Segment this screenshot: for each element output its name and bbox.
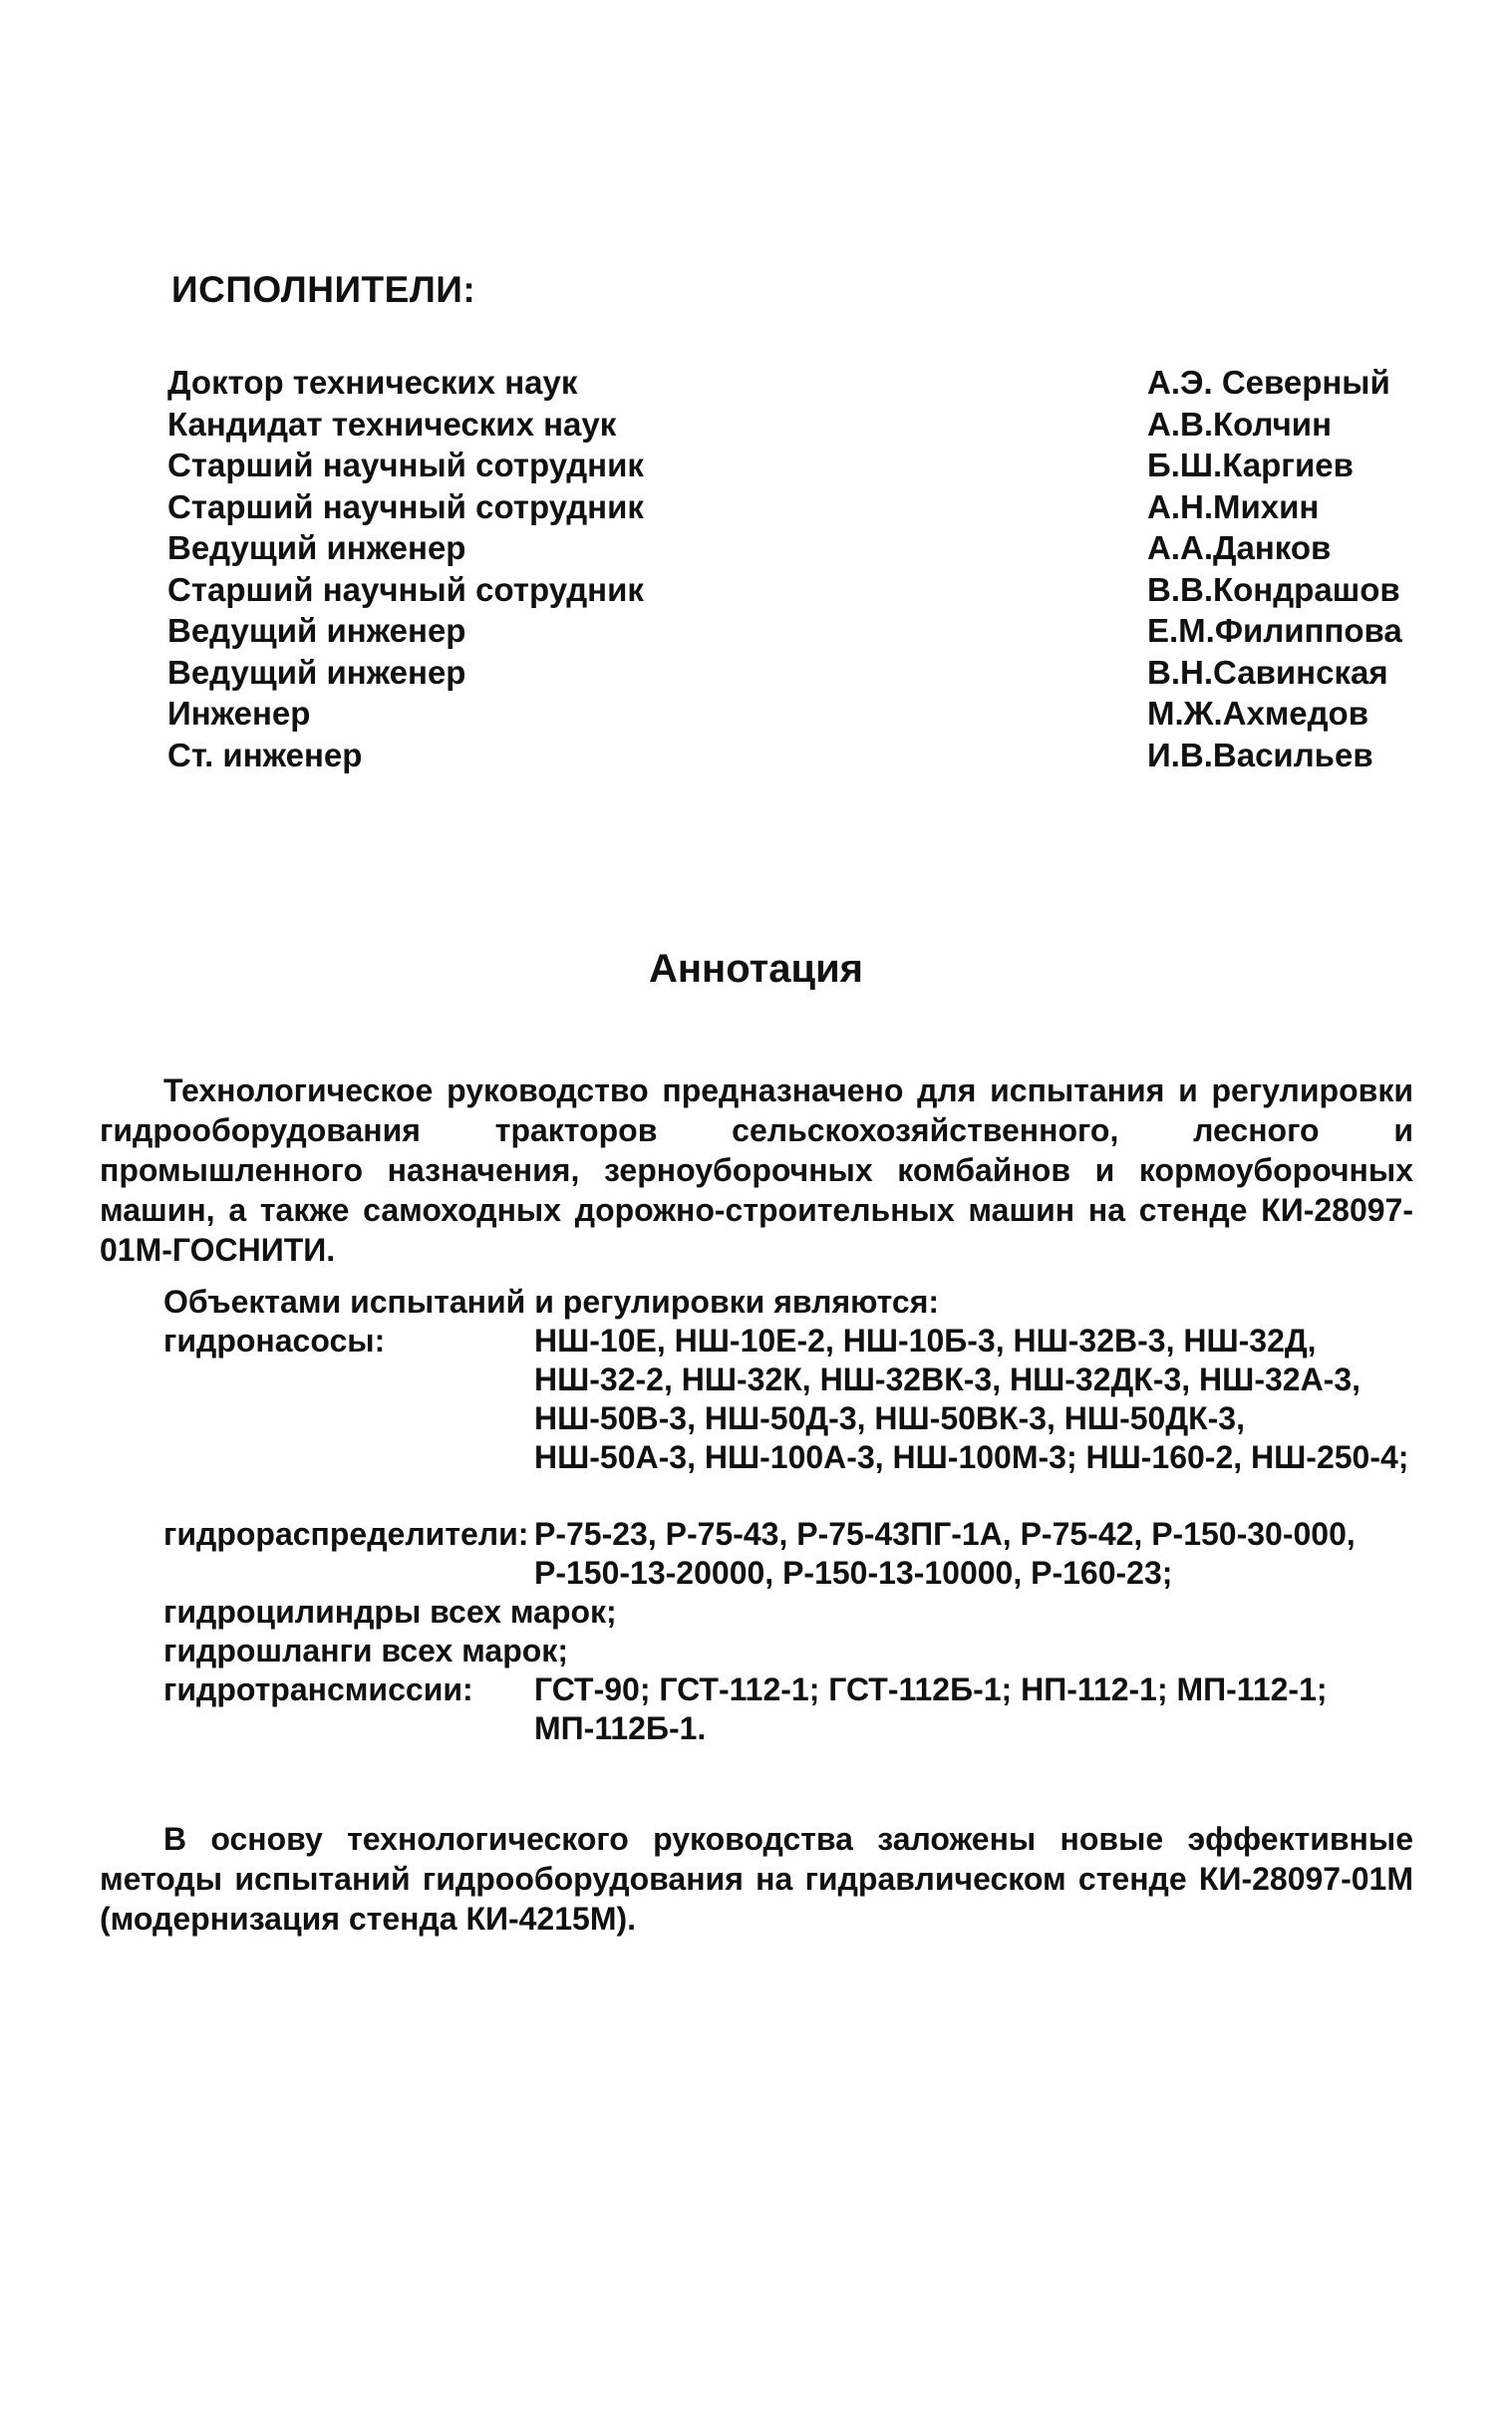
object-group-hoses [163,1632,1419,1670]
staff-row [167,404,1413,446]
staff-name: А.Э. Северный [1147,364,1390,401]
staff-name: М.Ж.Ахмедов [1147,695,1368,732]
staff-title: Доктор технических наук [167,364,578,401]
test-objects-block [163,1283,1419,1748]
staff-title: Старший научный сотрудник [167,447,644,483]
staff-title: Ведущий инженер [167,529,466,566]
staff-title: Ст. инженер [167,736,363,773]
staff-row [167,527,1413,569]
staff-name: Е.М.Филиппова [1147,612,1402,649]
object-group-transmissions [163,1670,1419,1748]
annotation-title: Аннотация [649,947,863,991]
staff-title: Инженер [167,695,311,732]
object-values: ГСТ-90; ГСТ-112-1; ГСТ-112Б-1; НП-112-1; МП-112-1; МП-112Б-1. [534,1671,1328,1746]
object-group-cylinders [163,1593,1419,1632]
staff-row [167,693,1413,735]
staff-row [167,445,1413,486]
object-group-pumps [163,1322,1419,1477]
staff-name: И.В.Васильев [1147,736,1373,773]
staff-name: А.Н.Михин [1147,487,1320,525]
staff-title: Кандидат технических наук [167,405,617,443]
staff-title: Старший научный сотрудник [167,487,644,525]
object-label: гидрораспределители: [163,1516,529,1552]
object-label: гидронасосы: [163,1323,386,1359]
object-values: Р-75-23, Р-75-43, Р-75-43ПГ-1А, Р-75-42, Р-150-30-000, Р-150-13-20000, Р-150-13-10000, Р-160-23; [534,1516,1356,1591]
staff-list [167,362,1413,775]
staff-row [167,486,1413,528]
object-label: гидротрансмиссии: [163,1671,473,1707]
annotation-paragraph-methods: В основу технологического руководства заложены новые эффективные методы испытаний гидрооборудования на гидравлическом стенде КИ-28097-01М (модернизация стенда КИ-4215М). [100,1821,1413,1937]
performers-heading: ИСПОЛНИТЕЛИ: [171,269,476,310]
staff-row [167,610,1413,652]
staff-title: Ведущий инженер [167,612,466,649]
spacer [163,1477,1419,1515]
staff-row [167,362,1413,404]
annotation-paragraph-purpose: Технологическое руководство предназначено для испытания и регулировки гидрооборудования тракторов сельскохозяйственного, лесного и промышленного назначения, зерноуборочных комбайнов и кормоуборочных машин, а также самоходных дорожно-строительных машин на стенде КИ-28097-01М-ГОСНИТИ. [100,1072,1413,1268]
staff-title: Ведущий инженер [167,653,466,691]
object-group-distributors [163,1515,1419,1593]
staff-row [167,652,1413,694]
object-values: НШ-10Е, НШ-10Е-2, НШ-10Б-3, НШ-32В-3, НШ-32Д, НШ-32-2, НШ-32К, НШ-32ВК-3, НШ-32ДК-3, НШ-32А-3, НШ-50В-3, НШ-50Д-3, НШ-50ВК-3, НШ-50ДК-3, НШ-50А-3, НШ-100А-3, НШ-100М-3; НШ-160-2, НШ-250-4; [534,1323,1409,1475]
staff-name: В.В.Кондрашов [1147,570,1400,608]
staff-name: В.Н.Савинская [1147,653,1388,691]
object-label: гидроцилиндры всех марок; [163,1594,617,1630]
staff-name: А.А.Данков [1147,529,1332,566]
staff-row [167,735,1413,776]
staff-name: А.В.Колчин [1147,405,1332,443]
staff-name: Б.Ш.Каргиев [1147,447,1354,483]
staff-row [167,569,1413,611]
objects-intro: Объектами испытаний и регулировки являются: [163,1284,940,1320]
object-label: гидрошланги всех марок; [163,1633,568,1668]
staff-title: Старший научный сотрудник [167,570,644,608]
